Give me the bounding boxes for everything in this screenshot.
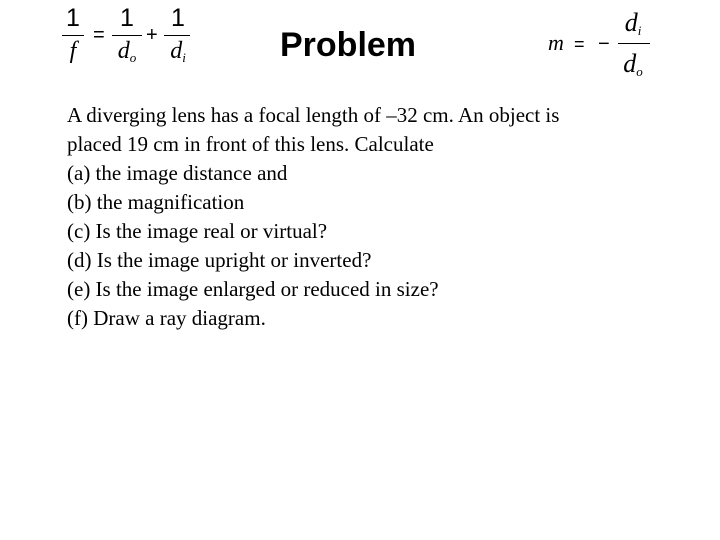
fraction-bar — [618, 43, 650, 44]
denominator-do: do — [623, 49, 643, 79]
page-title: Problem — [280, 26, 417, 64]
numerator: 1 — [66, 4, 80, 32]
fraction-one-over-di — [164, 4, 192, 69]
part-d: (d) Is the image upright or inverted? — [67, 248, 372, 272]
fraction-bar — [164, 35, 190, 36]
part-a: (a) the image distance and — [67, 161, 288, 185]
lens-equation — [60, 4, 200, 76]
equals-sign: = — [93, 24, 105, 46]
problem-statement-line: placed 19 cm in front of this lens. Calculate — [67, 132, 434, 156]
problem-text — [67, 101, 687, 333]
part-f: (f) Draw a ray diagram. — [67, 306, 266, 330]
fraction-di-over-do — [618, 8, 648, 83]
plus-sign: + — [146, 24, 158, 46]
denominator-do: do — [117, 38, 137, 65]
magnification-equation — [540, 8, 660, 80]
numerator: 1 — [120, 4, 134, 32]
problem-statement-line: A diverging lens has a focal length of –32 cm. An object is — [67, 103, 560, 127]
numerator-di: di — [624, 8, 642, 38]
magnification-symbol: m — [548, 30, 564, 55]
fraction-one-over-do — [112, 4, 142, 69]
numerator: 1 — [171, 4, 185, 32]
minus-sign: − — [598, 33, 610, 55]
fraction-bar — [112, 35, 142, 36]
part-e: (e) Is the image enlarged or reduced in size? — [67, 277, 439, 301]
equals-sign: = — [574, 34, 585, 54]
denominator-di: di — [170, 38, 186, 65]
part-b: (b) the magnification — [67, 190, 245, 214]
fraction-bar — [62, 35, 84, 36]
part-c: (c) Is the image real or virtual? — [67, 219, 328, 243]
denominator-f: f — [69, 38, 77, 64]
